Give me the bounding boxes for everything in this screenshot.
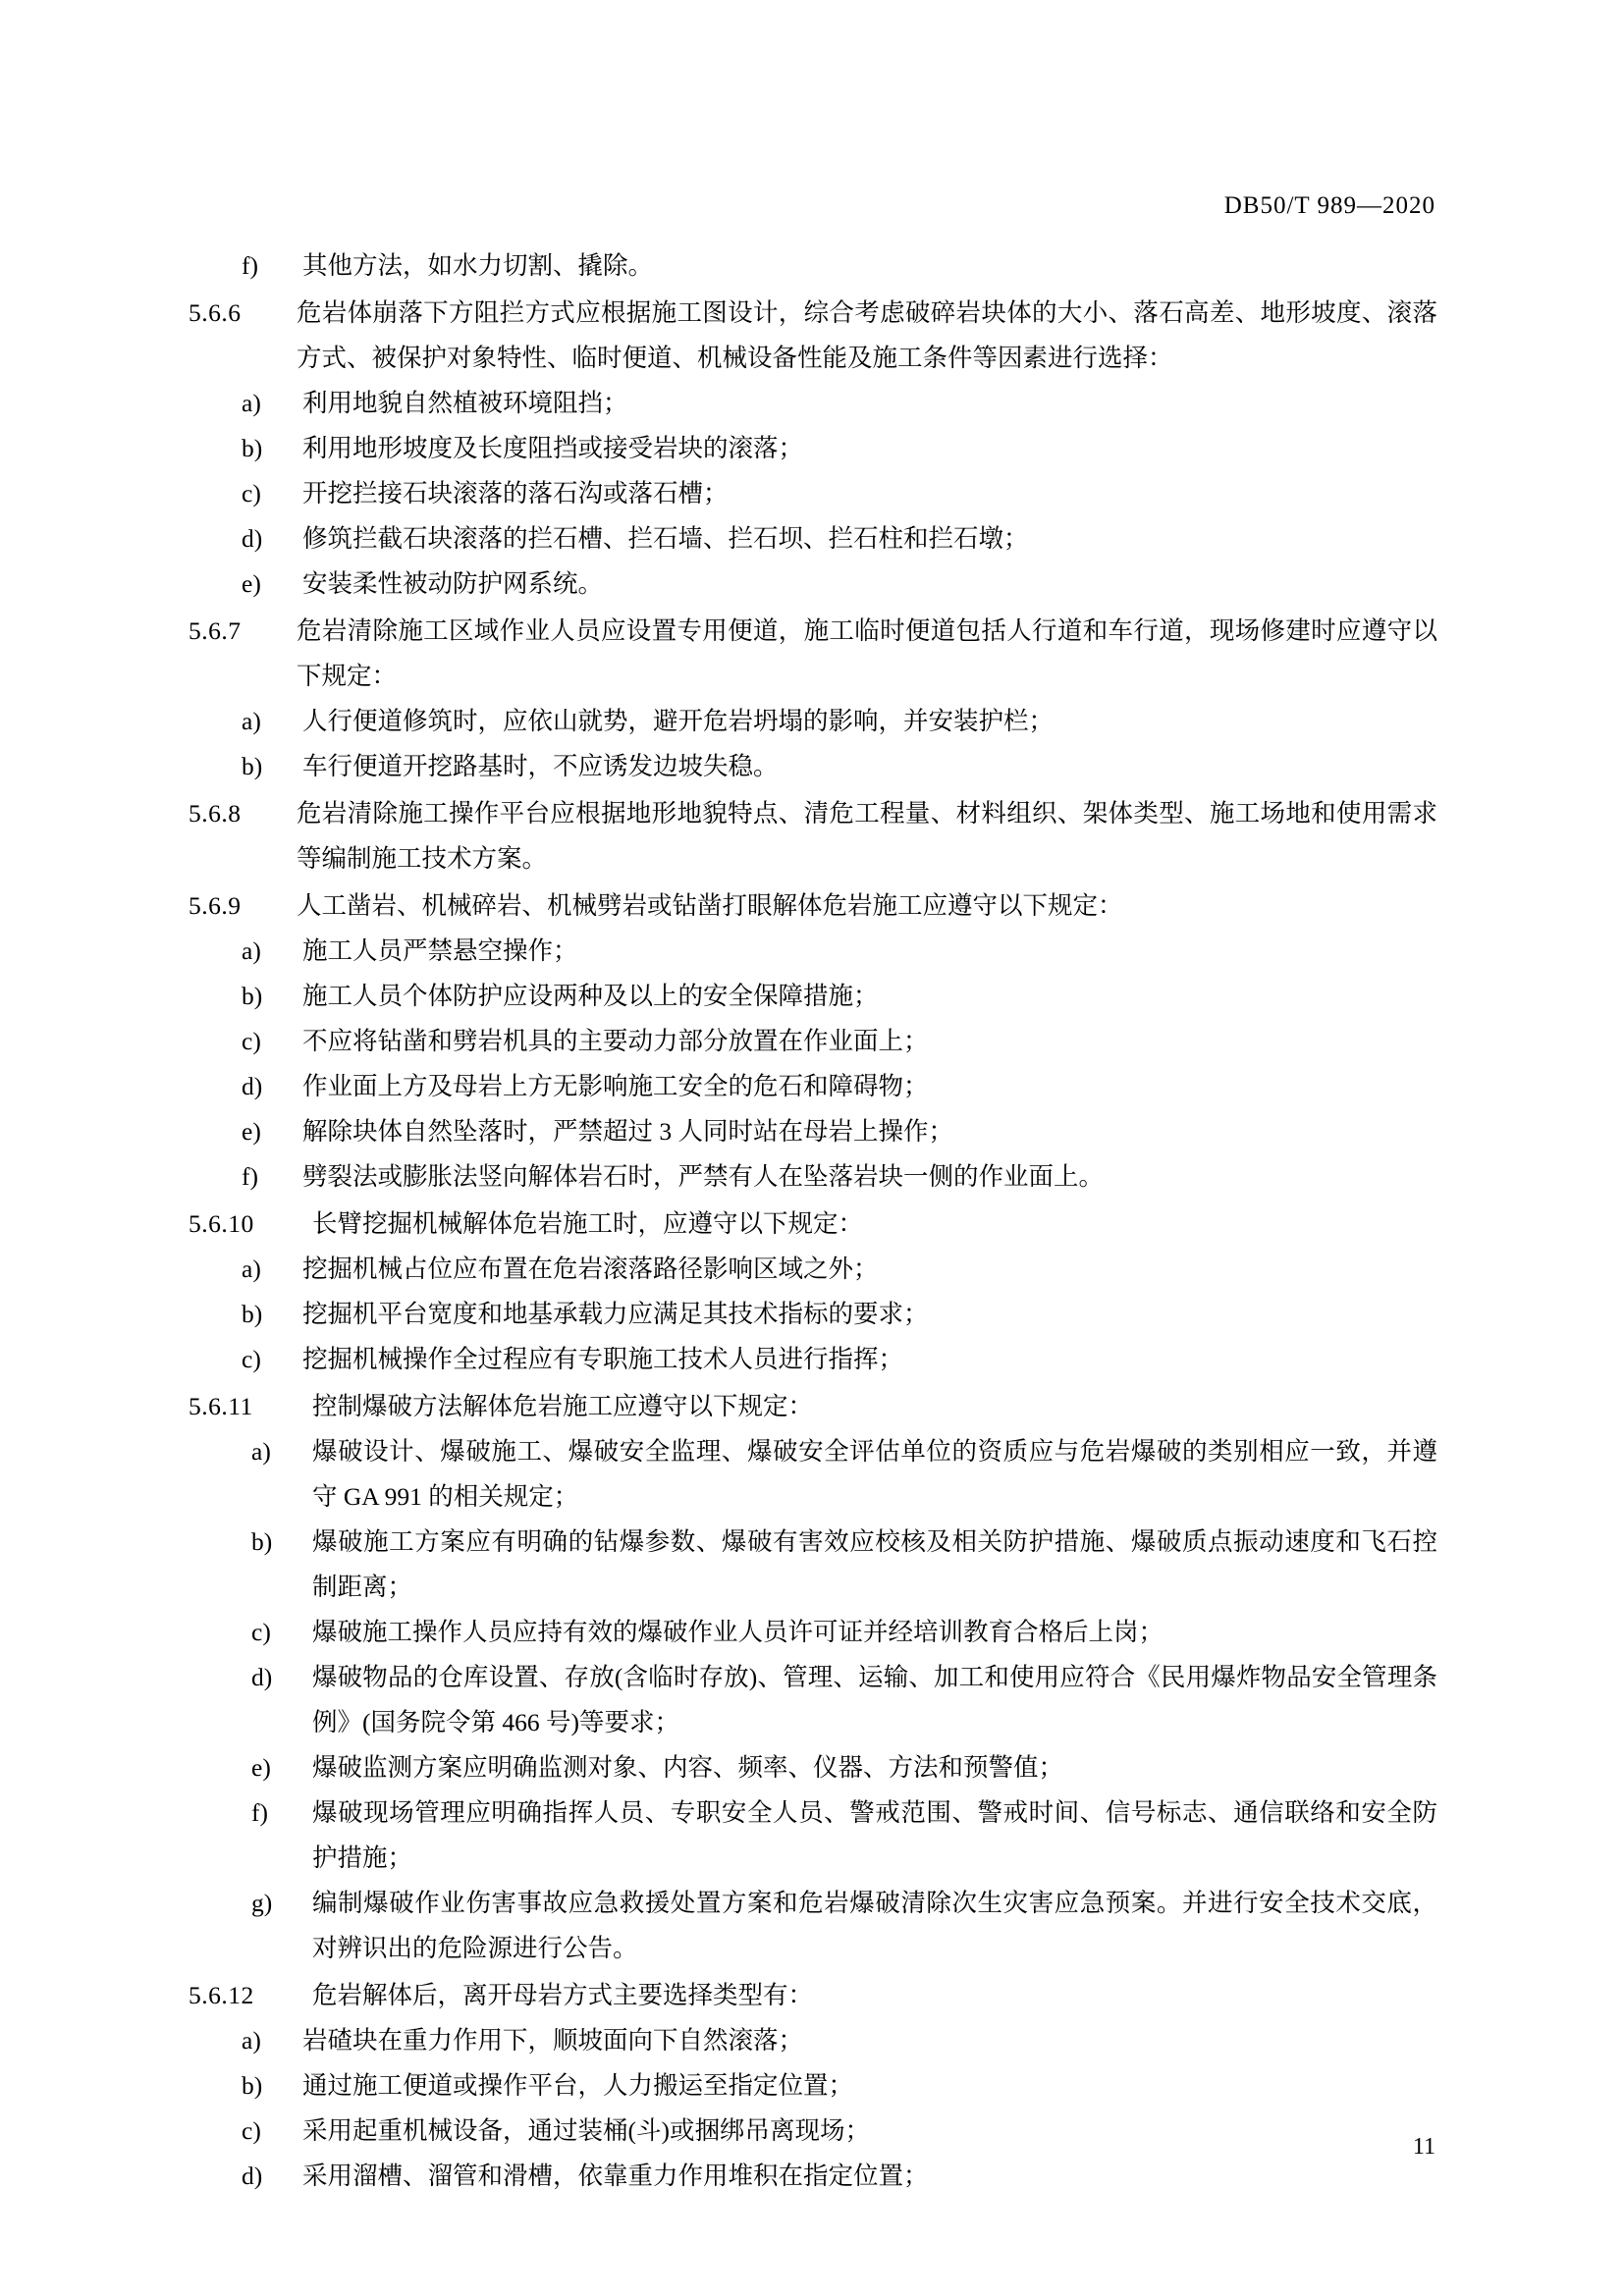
list-item-label: b) <box>242 982 263 1010</box>
list-item <box>251 1655 1437 1745</box>
clause-number: 5.6.6 <box>189 298 242 327</box>
list-item <box>251 1520 1437 1610</box>
list-item-label: a) <box>242 936 261 965</box>
list-item-text: 采用起重机械设备，通过装桶(斗)或捆绑吊离现场； <box>302 2116 870 2145</box>
list-item <box>242 471 1437 516</box>
list-item-label: d) <box>251 1663 273 1691</box>
clause-number: 5.6.10 <box>189 1209 254 1238</box>
list-item-text: 爆破物品的仓库设置、存放(含临时存放)、管理、运输、加工和使用应符合《民用爆炸物品安全管理条例》(国务院令第 466 号)等要求； <box>312 1663 1437 1736</box>
clause-number: 5.6.8 <box>189 799 242 828</box>
list-item <box>242 2018 1437 2063</box>
list-item <box>251 1745 1437 1790</box>
list-item-label: c) <box>242 2116 261 2145</box>
list-item-text: 劈裂法或膨胀法竖向解体岩石时，严禁有人在坠落岩块一侧的作业面上。 <box>302 1162 1105 1191</box>
list-item <box>242 1292 1437 1337</box>
list-item <box>242 929 1437 974</box>
clause-text: 危岩体崩落下方阻拦方式应根据施工图设计，综合考虑破碎岩块体的大小、落石高差、地形坡度、滚落方式、被保护对象特性、临时便道、机械设备性能及施工条件等因素进行选择： <box>297 298 1437 372</box>
list-item <box>242 243 1437 289</box>
list-item <box>242 561 1437 607</box>
clause-paragraph <box>189 609 1437 699</box>
clause-text: 控制爆破方法解体危岩施工应遵守以下规定： <box>312 1392 814 1420</box>
clause-text: 危岩清除施工区域作业人员应设置专用便道，施工临时便道包括人行道和车行道，现场修建时应遵守以下规定： <box>297 616 1437 690</box>
list-item <box>251 1429 1437 1520</box>
list-item-text: 挖掘机平台宽度和地基承载力应满足其技术指标的要求； <box>302 1300 929 1328</box>
list-item <box>242 1019 1437 1064</box>
list-item <box>242 2063 1437 2109</box>
list-item-text: 爆破监测方案应明确监测对象、内容、频率、仪器、方法和预警值； <box>312 1753 1064 1782</box>
list-item <box>242 381 1437 426</box>
list-item-label: c) <box>242 1027 261 1055</box>
list-item-text: 岩碴块在重力作用下，顺坡面向下自然滚落； <box>302 2026 804 2055</box>
list-item-text: 修筑拦截石块滚落的拦石槽、拦石墙、拦石坝、拦石柱和拦石墩； <box>302 524 1029 553</box>
clause-paragraph <box>189 791 1437 881</box>
list-item-text: 其他方法，如水力切割、撬除。 <box>302 251 654 280</box>
list-item <box>242 2109 1437 2154</box>
list-item-text: 利用地形坡度及长度阻挡或接受岩块的滚落； <box>302 434 804 462</box>
list-item-text: 车行便道开挖路基时，不应诱发边坡失稳。 <box>302 752 779 780</box>
clause-text: 危岩解体后，离开母岩方式主要选择类型有： <box>312 1981 814 2009</box>
list-item-text: 施工人员个体防护应设两种及以上的安全保障措施； <box>302 982 879 1010</box>
list-item <box>251 1790 1437 1881</box>
list-item-text: 挖掘机械操作全过程应有专职施工技术人员进行指挥； <box>302 1345 904 1373</box>
list-item <box>251 1610 1437 1655</box>
list-item <box>242 699 1437 744</box>
list-item-text: 施工人员严禁悬空操作； <box>302 936 578 965</box>
list-item-label: e) <box>242 1117 261 1146</box>
list-item <box>242 426 1437 471</box>
list-item-text: 采用溜槽、溜管和滑槽，依靠重力作用堆积在指定位置； <box>302 2162 929 2190</box>
list-item-text: 人行便道修筑时，应依山就势，避开危岩坍塌的影响，并安装护栏； <box>302 707 1055 735</box>
list-item-text: 利用地貌自然植被环境阻挡； <box>302 389 628 417</box>
clause-paragraph <box>189 1384 1437 1429</box>
list-item-label: c) <box>242 479 261 507</box>
list-item-label: e) <box>242 569 261 598</box>
list-item-label: f) <box>251 1798 268 1827</box>
page-header-standard-code: DB50/T 989—2020 <box>1223 192 1435 219</box>
clause-text: 长臂挖掘机械解体危岩施工时，应遵守以下规定： <box>312 1209 864 1238</box>
list-item-label: e) <box>251 1753 271 1782</box>
list-item-label: d) <box>242 524 263 553</box>
list-item-text: 爆破施工方案应有明确的钻爆参数、爆破有害效应校核及相关防护措施、爆破质点振动速度和飞石控制距离； <box>312 1527 1437 1601</box>
list-item-label: a) <box>242 1255 261 1283</box>
list-item-text: 挖掘机械占位应布置在危岩滚落路径影响区域之外； <box>302 1255 879 1283</box>
list-item-text: 不应将钻凿和劈岩机具的主要动力部分放置在作业面上； <box>302 1027 929 1055</box>
list-item <box>242 1064 1437 1109</box>
list-item <box>242 1154 1437 1200</box>
list-item <box>242 516 1437 561</box>
list-item-text: 安装柔性被动防护网系统。 <box>302 569 604 598</box>
list-item-label: a) <box>251 1437 271 1466</box>
clause-text: 人工凿岩、机械碎岩、机械劈岩或钻凿打眼解体危岩施工应遵守以下规定： <box>297 891 1123 920</box>
list-item-label: d) <box>242 2162 263 2190</box>
page-number: 11 <box>1412 2134 1435 2160</box>
list-item <box>242 974 1437 1019</box>
list-item-label: b) <box>242 2071 263 2100</box>
document-body <box>189 243 1437 2199</box>
list-item <box>251 1881 1437 1971</box>
list-item <box>242 2154 1437 2199</box>
list-item <box>242 1337 1437 1382</box>
list-item-text: 通过施工便道或操作平台，人力搬运至指定位置； <box>302 2071 854 2100</box>
list-item-text: 解除块体自然坠落时，严禁超过 3 人同时站在母岩上操作； <box>302 1117 954 1146</box>
clause-paragraph <box>189 1201 1437 1247</box>
list-item-label: f) <box>242 251 258 280</box>
list-item-label: b) <box>251 1527 273 1556</box>
clause-number: 5.6.11 <box>189 1392 253 1420</box>
list-item <box>242 744 1437 789</box>
list-item-text: 爆破设计、爆破施工、爆破安全监理、爆破安全评估单位的资质应与危岩爆破的类别相应一致，并遵守 GA 991 的相关规定； <box>312 1437 1437 1511</box>
list-item-label: a) <box>242 2026 261 2055</box>
clause-text: 危岩清除施工操作平台应根据地形地貌特点、清危工程量、材料组织、架体类型、施工场地和使用需求等编制施工技术方案。 <box>297 799 1437 873</box>
list-item <box>242 1247 1437 1292</box>
clause-paragraph <box>189 1973 1437 2018</box>
list-item-label: c) <box>242 1345 261 1373</box>
list-item-label: a) <box>242 389 261 417</box>
list-item-text: 爆破现场管理应明确指挥人员、专职安全人员、警戒范围、警戒时间、信号标志、通信联络和安全防护措施； <box>312 1798 1437 1872</box>
list-item <box>242 1109 1437 1154</box>
list-item-label: g) <box>251 1889 273 1917</box>
list-item-label: b) <box>242 752 263 780</box>
clause-paragraph <box>189 883 1437 929</box>
list-item-text: 爆破施工操作人员应持有效的爆破作业人员许可证并经培训教育合格后上岗； <box>312 1618 1164 1646</box>
list-item-text: 开挖拦接石块滚落的落石沟或落石槽； <box>302 479 729 507</box>
list-item-label: b) <box>242 434 263 462</box>
list-item-label: f) <box>242 1162 258 1191</box>
list-item-label: c) <box>251 1618 271 1646</box>
list-item-label: b) <box>242 1300 263 1328</box>
list-item-text: 编制爆破作业伤害事故应急救援处置方案和危岩爆破清除次生灾害应急预案。并进行安全技术交底，对辨识出的危险源进行公告。 <box>312 1889 1437 1962</box>
list-item-text: 作业面上方及母岩上方无影响施工安全的危石和障碍物； <box>302 1072 929 1100</box>
clause-number: 5.6.7 <box>189 616 242 645</box>
clause-number: 5.6.9 <box>189 891 242 920</box>
list-item-label: d) <box>242 1072 263 1100</box>
clause-paragraph <box>189 291 1437 381</box>
clause-number: 5.6.12 <box>189 1981 254 2009</box>
list-item-label: a) <box>242 707 261 735</box>
